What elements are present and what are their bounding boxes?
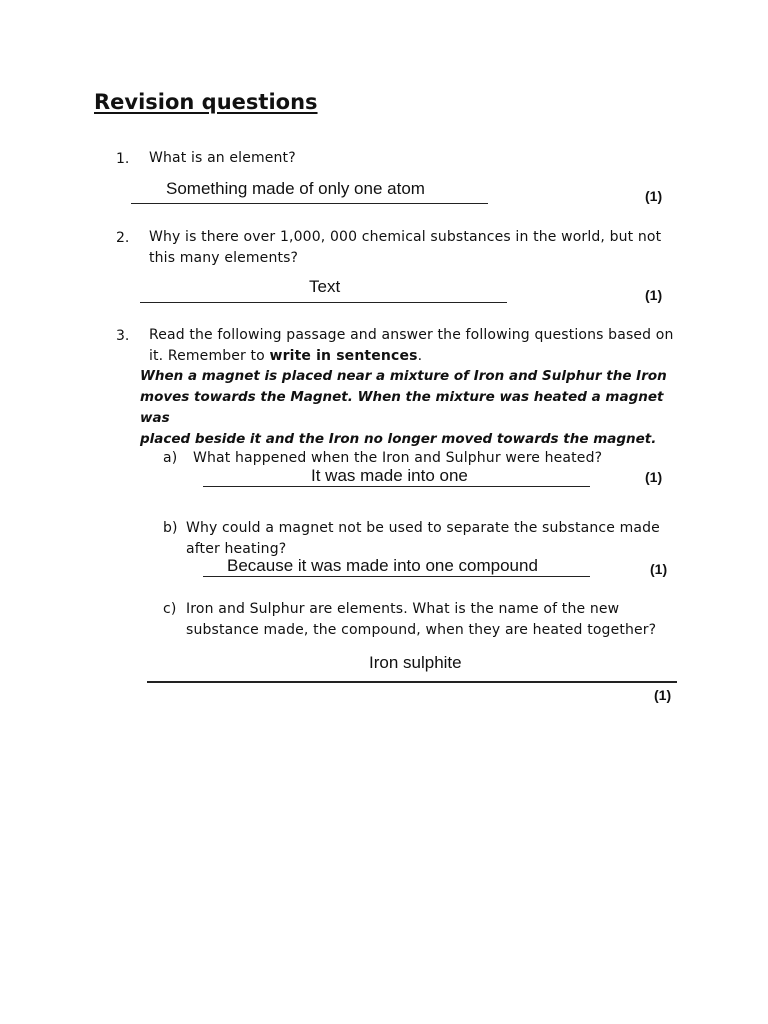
question-3b-answer-line — [203, 576, 590, 577]
question-3-text-line-2-start: it. Remember to — [149, 348, 270, 364]
passage-line-2: moves towards the Magnet. When the mixture was heated a magnet was — [140, 389, 664, 426]
question-3c-text-line-2: substance made, the compound, when they are heated together? — [186, 622, 657, 638]
question-1-number: 1. — [116, 151, 130, 167]
question-3a-label: a) — [163, 450, 178, 466]
passage — [140, 366, 680, 450]
passage-line-1: When a magnet is placed near a mixture of Iron and Sulphur the Iron — [140, 368, 667, 384]
question-2-mark: (1) — [645, 287, 663, 303]
question-3c-text-line-1: Iron and Sulphur are elements. What is the name of the new — [186, 601, 620, 617]
question-3-text-line-2-end: . — [417, 348, 423, 364]
question-3c-answer-line — [147, 681, 677, 683]
question-3b-text-line-2: after heating? — [186, 541, 287, 557]
question-3-emphasis: write in sentences — [269, 348, 418, 364]
question-2-text-line-2: this many elements? — [149, 250, 299, 266]
question-3b-label: b) — [163, 520, 178, 536]
question-3a-mark: (1) — [645, 469, 663, 485]
question-1-answer[interactable]: Something made of only one atom — [166, 179, 425, 198]
question-1-mark: (1) — [645, 188, 663, 204]
question-3a-answer[interactable]: It was made into one — [311, 466, 468, 485]
question-3c-answer[interactable]: Iron sulphite — [369, 653, 462, 672]
question-2-answer-line — [140, 302, 507, 303]
question-3-text-line-2 — [149, 346, 422, 367]
question-1-answer-line — [131, 203, 488, 204]
question-3a-answer-line — [203, 486, 590, 487]
question-2-number: 2. — [116, 230, 130, 246]
question-3-text-line-1: Read the following passage and answer the following questions based on — [149, 327, 674, 343]
question-1-text: What is an element? — [149, 150, 296, 166]
question-3c-label: c) — [163, 601, 177, 617]
passage-line-3: placed beside it and the Iron no longer moved towards the magnet. — [140, 431, 657, 447]
question-3-number: 3. — [116, 328, 130, 344]
page-title: Revision questions — [94, 90, 318, 114]
question-2-answer[interactable]: Text — [309, 277, 341, 296]
question-3b-text-line-1: Why could a magnet not be used to separate the substance made — [186, 520, 660, 536]
question-3b-answer[interactable]: Because it was made into one compound — [227, 556, 538, 575]
question-3b-mark: (1) — [650, 561, 668, 577]
question-3c-mark: (1) — [654, 687, 672, 703]
question-2-text-line-1: Why is there over 1,000, 000 chemical substances in the world, but not — [149, 229, 662, 245]
question-3a-text: What happened when the Iron and Sulphur were heated? — [193, 450, 603, 466]
